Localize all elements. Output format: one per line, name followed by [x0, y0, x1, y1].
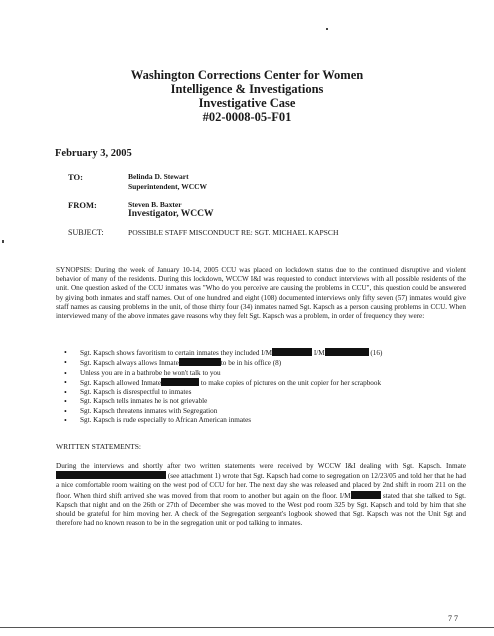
- redaction-box: [351, 491, 381, 499]
- header-case-number: #02-0008-05-F01: [202, 110, 292, 124]
- redaction-box: [161, 378, 199, 386]
- to-name: Belinda D. Stewart: [128, 172, 189, 181]
- redaction-box: [56, 471, 166, 479]
- scan-speck: [2, 240, 4, 243]
- page-number: 77: [448, 614, 460, 623]
- list-item: • Sgt. Kapsch threatens inmates with Segregation: [64, 407, 464, 416]
- header-doc-type: Investigative Case: [198, 96, 296, 110]
- list-item: • Sgt. Kapsch is disrespectful to inmates: [64, 388, 464, 397]
- list-item: • Sgt. Kapsch tells inmates he is not grievable: [64, 397, 464, 406]
- header-division: Intelligence & Investigations: [170, 82, 324, 96]
- to-label: TO:: [68, 172, 83, 182]
- from-label: FROM:: [68, 200, 97, 210]
- scan-speck: [326, 28, 328, 30]
- list-item: • Sgt. Kapsch is rude especially to African American inmates: [64, 416, 464, 425]
- to-title: Superintendent, WCCW: [128, 182, 208, 191]
- statement-paragraph: During the interviews and shortly after two written statements were received by WCCW I&I dealing with Sgt. Kapsch. Inmate (see attachment 1) wrote that Sgt. Kapsch had come to segregation on 12/23/05 and told her that he had a nice comfortable room waiting on the west pod of CCU for her. The next day she was released and placed by 2nd shift in room 211 on the floor. When third shift arrived she was moved from that room to another but again on the floor. I/M stated that she talked to Sgt. Kapsch that night and on the 26th or 27th of December she was moved to the West pod room 325 by Sgt. Kapsch and told by him that she should be grateful for him moving her. A check of the Segregation sergeant's logbook showed that Sgt. Kapsch was not the Unit Sgt and therefore had no known reason to be in the segregation unit or pod talking to inmates.: [56, 462, 466, 528]
- redaction-box: [272, 348, 312, 356]
- list-item: • Sgt. Kapsch shows favoritism to certain inmates they included I/M I/M (16): [64, 348, 464, 358]
- list-item: • Sgt. Kapsch always allows Inmate to be in his office (8): [64, 358, 464, 368]
- redaction-box: [325, 348, 369, 356]
- reasons-list: [64, 348, 464, 425]
- synopsis-paragraph: SYNOPSIS: During the week of January 10-14, 2005 CCU was placed on lockdown status due to the continued disruptive and violent behavior of many of the residents. During this lockdown, WCCW I&I was requested to conduct interviews with all possible residents of the unit. One question asked of the CCU inmates was "Who do you perceive are causing the problems in CCU", this question could be answered by giving both inmates and staff names. Out of one hundred and eight (108) documented interviews only fifty seven (57) inmates would give staff names as causing problems in the unit, of those thirty four (34) inmates named Sgt. Kapsch as a person causing problems in CCU. When interviewed many of the above inmates gave reasons why they felt Sgt. Kapsch was a problem, in order of frequency they were:: [56, 266, 466, 321]
- header-agency: Washington Corrections Center for Women: [130, 68, 364, 82]
- list-item: • Unless you are in a bathrobe he won't talk to you: [64, 369, 464, 378]
- scan-edge-line: [0, 627, 494, 628]
- memo-date: February 3, 2005: [55, 148, 132, 159]
- list-item: • Sgt. Kapsch allowed Inmate to make copies of pictures on the unit copier for her scrapbook: [64, 378, 464, 388]
- subject-text: POSSIBLE STAFF MISCONDUCT RE: SGT. MICHAEL KAPSCH: [128, 228, 339, 237]
- from-title: Investigator, WCCW: [128, 209, 214, 219]
- from-name: Steven B. Baxter: [128, 200, 182, 209]
- written-statements-heading: WRITTEN STATEMENTS:: [56, 442, 142, 451]
- subject-label: SUBJECT:: [68, 228, 104, 237]
- redaction-box: [179, 358, 221, 366]
